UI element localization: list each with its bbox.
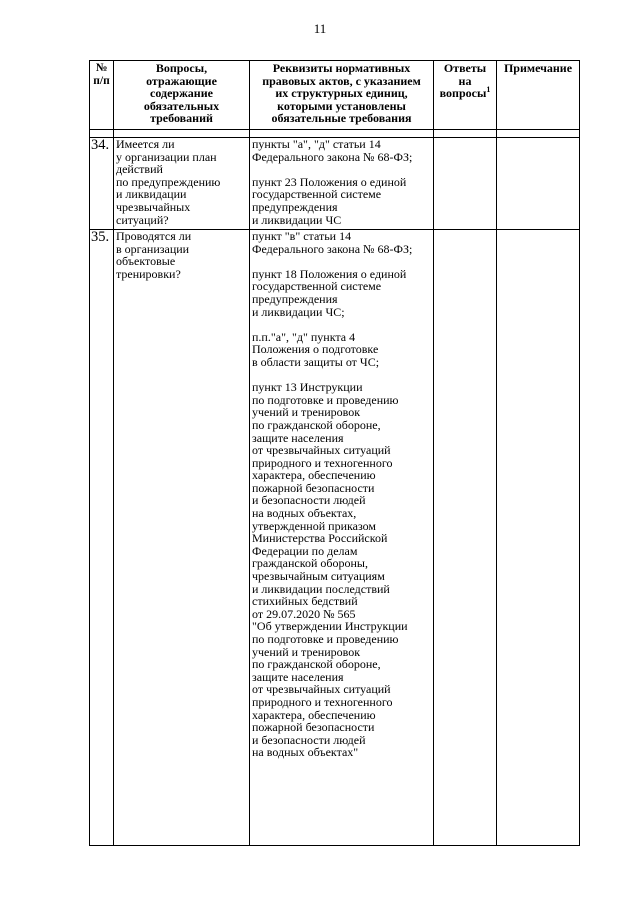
table-row xyxy=(90,230,580,846)
requisite-item: пункт "в" статьи 14 Федерального закона № 68-ФЗ; xyxy=(252,229,413,256)
row-answer xyxy=(434,230,497,846)
header-number: № п/п xyxy=(90,61,114,130)
requisite-item: пункты "а", "д" статьи 14 Федерального закона № 68-ФЗ; xyxy=(252,137,413,164)
table-row xyxy=(90,138,580,230)
row-requisites xyxy=(250,138,434,230)
row-question: Имеется ли у организации план действий по предупреждению и ликвидации чрезвычайных ситуаций? xyxy=(114,138,250,230)
requisite-item: пункт 13 Инструкции по подготовке и проведению учений и тренировок по гражданской обороне, защите населения от чрезвычайных ситуаций природного и техногенного характера, обеспечению пожарной безопасности и безопасности людей на водных объектах, утвержденной приказом Министерства Российской Федерации по делам гражданской обороны, чрезвычайным ситуациям и ликвидации последствий стихийных бедствий от 29.07.2020 № 565 "Об утверждении Инструкции по подготовке и проведению учений и тренировок по гражданской обороне, защите населения от чрезвычайных ситуаций природного и техногенного характера, обеспечению пожарной безопасности и безопасности людей на водных объектах" xyxy=(252,380,408,760)
row-number: 34. xyxy=(90,138,114,230)
row-question: Проводятся ли в организации объектовые тренировки? xyxy=(114,230,250,846)
requisite-item: п.п."а", "д" пункта 4 Положения о подготовке в области защиты от ЧС; xyxy=(252,329,380,369)
requisite-item: пункт 18 Положения о единой государственной системе предупреждения и ликвидации ЧС; xyxy=(252,266,407,319)
header-note: Примечание xyxy=(497,61,580,130)
row-answer xyxy=(434,138,497,230)
table-header-row xyxy=(90,61,580,130)
header-answers-label: Ответы на вопросы xyxy=(439,61,487,101)
row-requisites xyxy=(250,230,434,846)
row-note xyxy=(497,138,580,230)
requirements-table xyxy=(89,60,580,846)
requisite-item: пункт 23 Положения о единой государственной системе предупреждения и ликвидации ЧС xyxy=(252,174,407,227)
header-question: Вопросы, отражающие содержание обязательных требований xyxy=(114,61,250,130)
header-answers xyxy=(434,61,497,130)
header-requisites: Реквизиты нормативных правовых актов, с указанием их структурных единиц, которыми установлены обязательные требования xyxy=(250,61,434,130)
row-number: 35. xyxy=(90,230,114,846)
page-number: 11 xyxy=(313,21,327,36)
row-note xyxy=(497,230,580,846)
footnote-marker: 1 xyxy=(486,85,491,95)
